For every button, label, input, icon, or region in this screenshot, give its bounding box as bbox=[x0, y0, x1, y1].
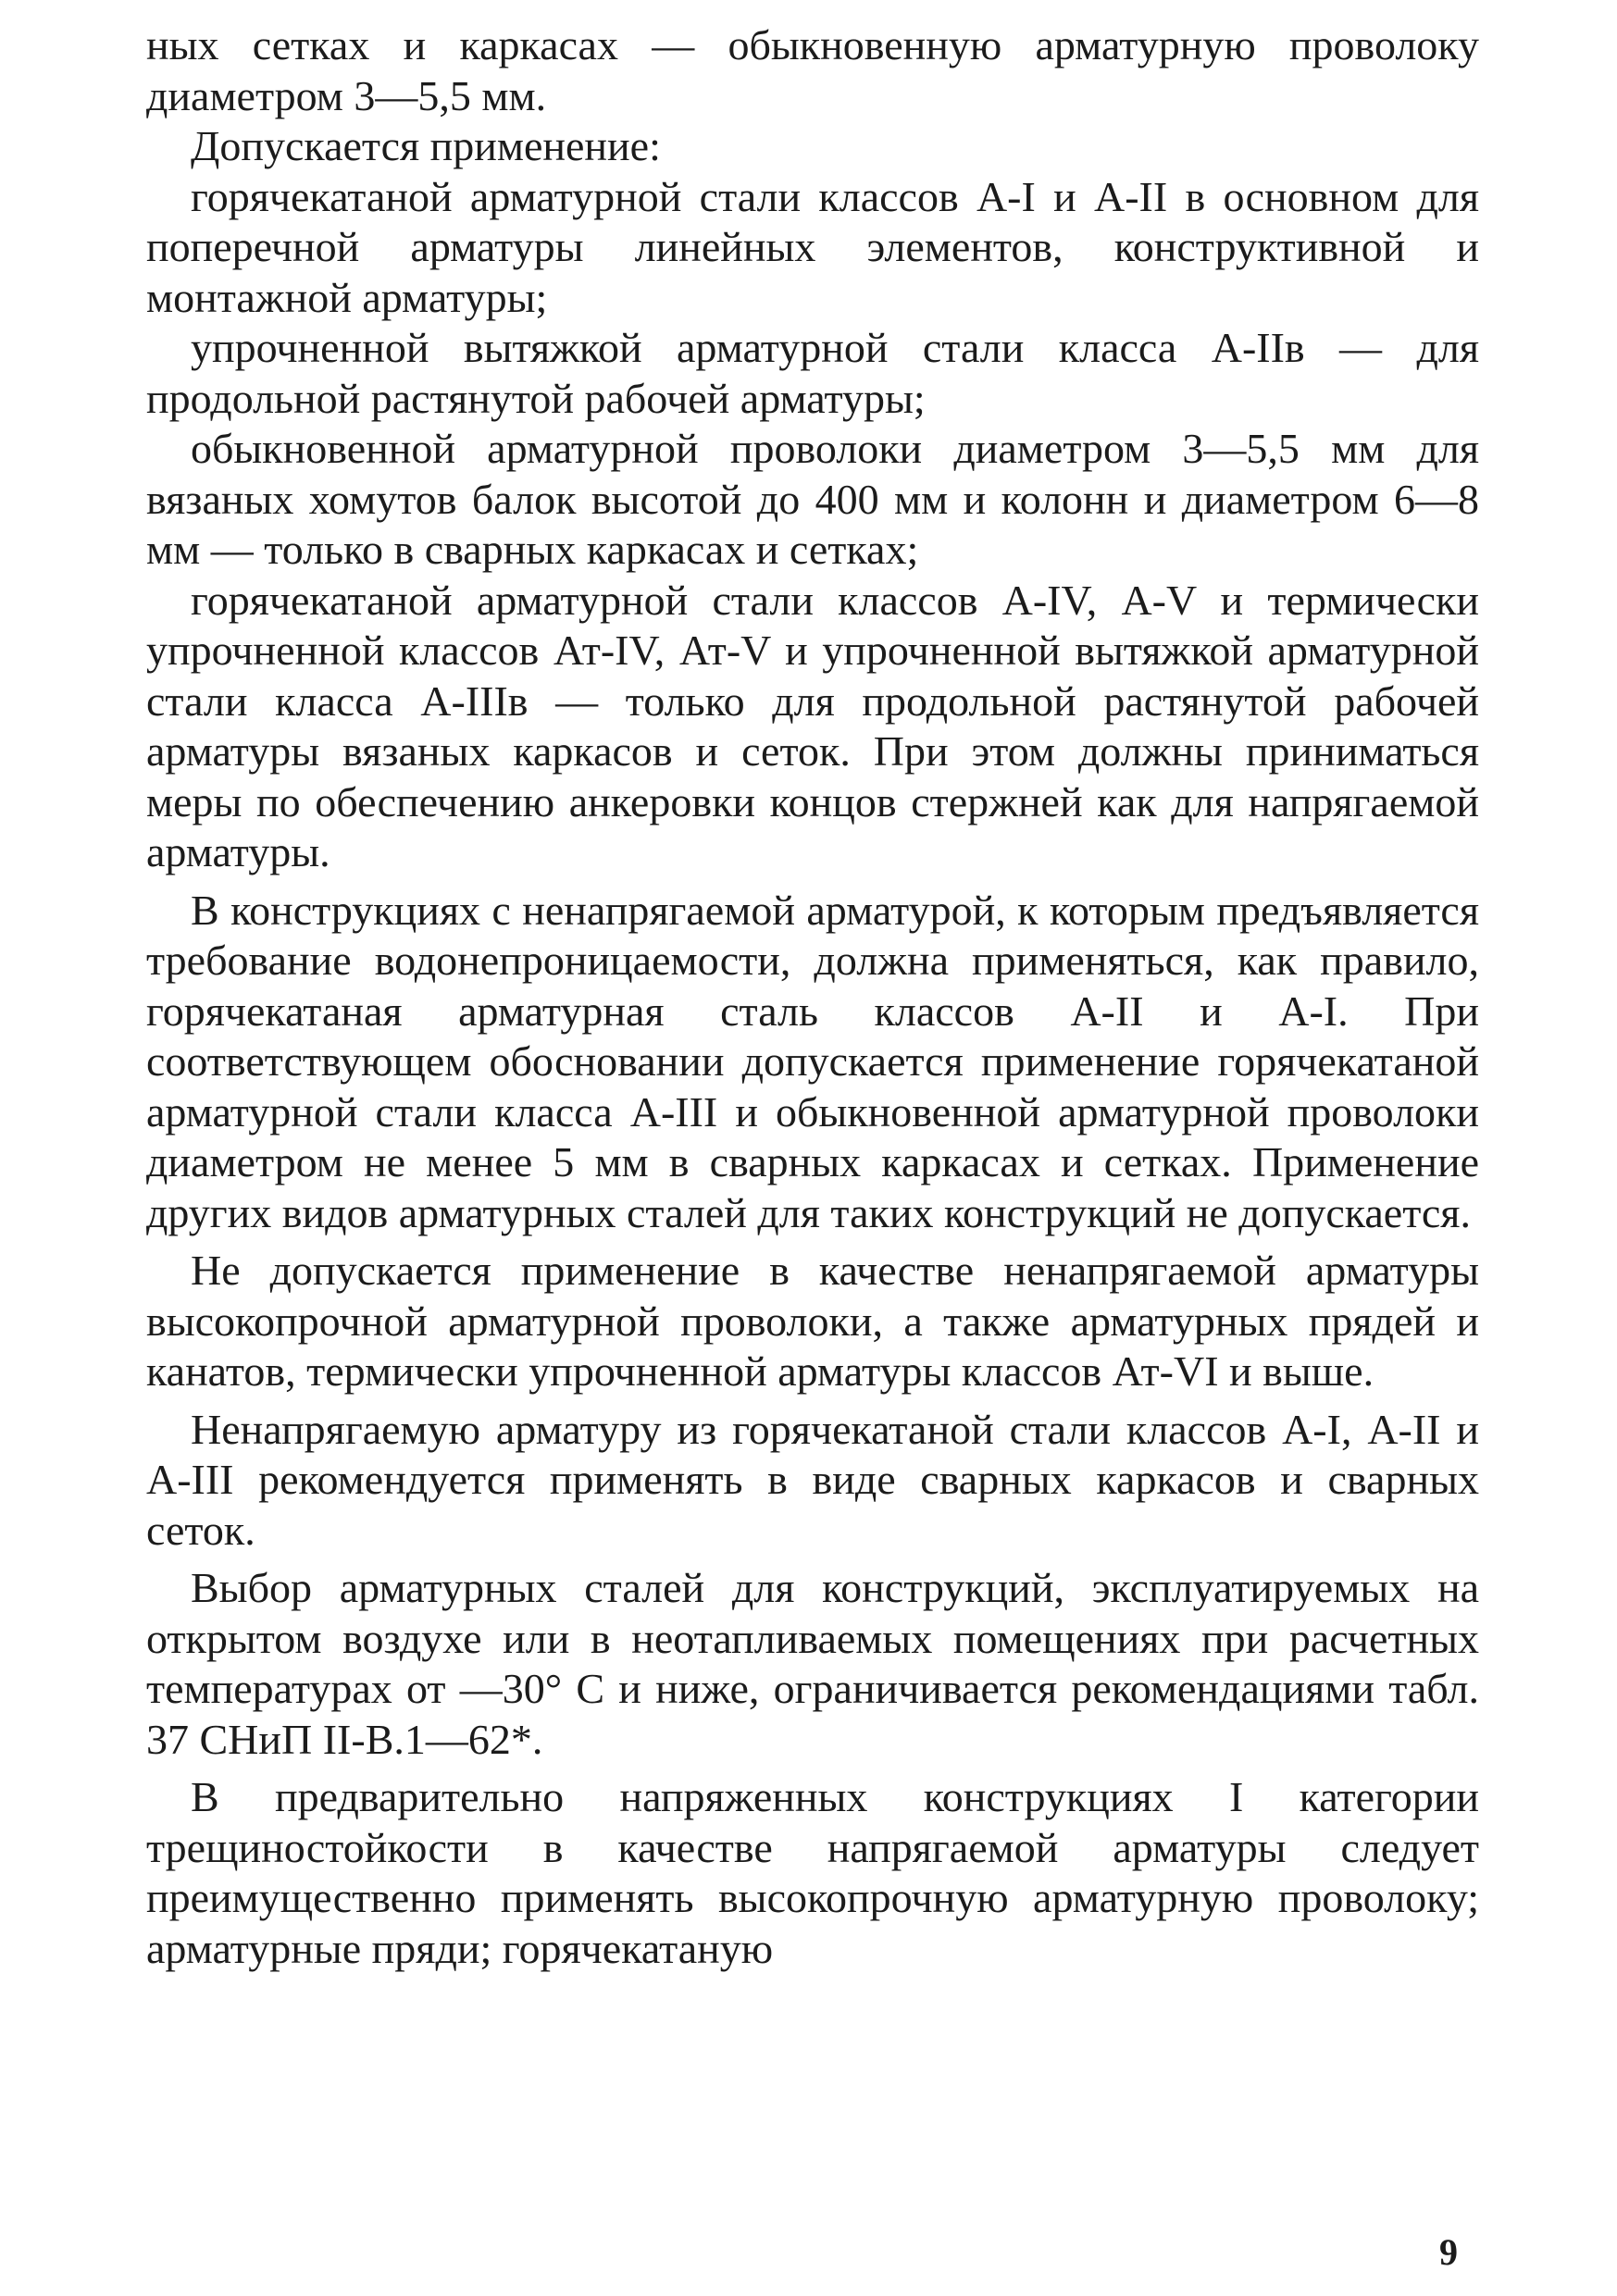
paragraph-5: обыкновенной арматурной проволоки диаметром 3—5,5 мм для вязаных хомутов балок высотой до 400 мм и колонн и диаметром 6—8 мм — только в сварных каркасах и сетках; bbox=[146, 425, 1479, 573]
paragraph-6: горячекатаной арматурной стали классов А-IV, А-V и термически упрочненной классов Ат-IV, Ат-V и упрочненной вытяжкой арматурной стали класса А-IIIв — только для продольной растянутой рабочей арматуры вязаных каркасов и сеток. При этом должны приниматься меры по обеспечению анкеровки концов стержней как для напрягаемой арматуры. bbox=[146, 576, 1479, 875]
paragraph-8: Не допускается применение в качестве ненапрягаемой арматуры высокопрочной арматурной проволоки, а также арматурных прядей и канатов, термически упрочненной арматуры классов Ат-VI и выше. bbox=[146, 1247, 1479, 1395]
paragraph-2: Допускается применение: bbox=[191, 122, 661, 169]
paragraph-11: В предварительно напряженных конструкциях I категории трещиностойкости в качестве напрягаемой арматуры следует преимущественно применять высокопрочную арматурную проволоку; арматурные пряди; горячекатаную bbox=[146, 1773, 1479, 1972]
paragraph-9: Ненапрягаемую арматуру из горячекатаной стали классов А-I, А-II и А-III рекомендуется применять в виде сварных каркасов и сварных сеток. bbox=[146, 1405, 1479, 1554]
paragraph-7: В конструкциях с ненапрягаемой арматурой, к которым предъявляется требование водонепроницаемости, должна применяться, как правило, горячекатаная арматурная сталь классов А-II и А-I. При соответствующем обосновании допускается применение горячекатаной арматурной стали класса А-III и обыкновенной арматурной проволоки диаметром не менее 5 мм в сварных каркасах и сетках. Применение других видов арматурных сталей для таких конструкций не допускается. bbox=[146, 886, 1479, 1236]
paragraph-3: горячекатаной арматурной стали классов А-I и А-II в основном для поперечной арматуры линейных элементов, конструктивной и монтажной арматуры; bbox=[146, 172, 1479, 321]
paragraph-1: ных сетках и каркасах — обыкновенную арматурную проволоку диаметром 3—5,5 мм. bbox=[146, 21, 1479, 119]
page-text bbox=[146, 20, 1479, 1974]
paragraph-4: упрочненной вытяжкой арматурной стали класса А-IIв — для продольной растянутой рабочей арматуры; bbox=[146, 324, 1479, 422]
page-number: 9 bbox=[1439, 2231, 1458, 2273]
paragraph-10: Выбор арматурных сталей для конструкций, эксплуатируемых на открытом воздухе или в неотапливаемых помещениях при расчетных температурах от —30° С и ниже, ограничивается рекомендациями табл. 37 СНиП II-В.1—62*. bbox=[146, 1564, 1479, 1763]
